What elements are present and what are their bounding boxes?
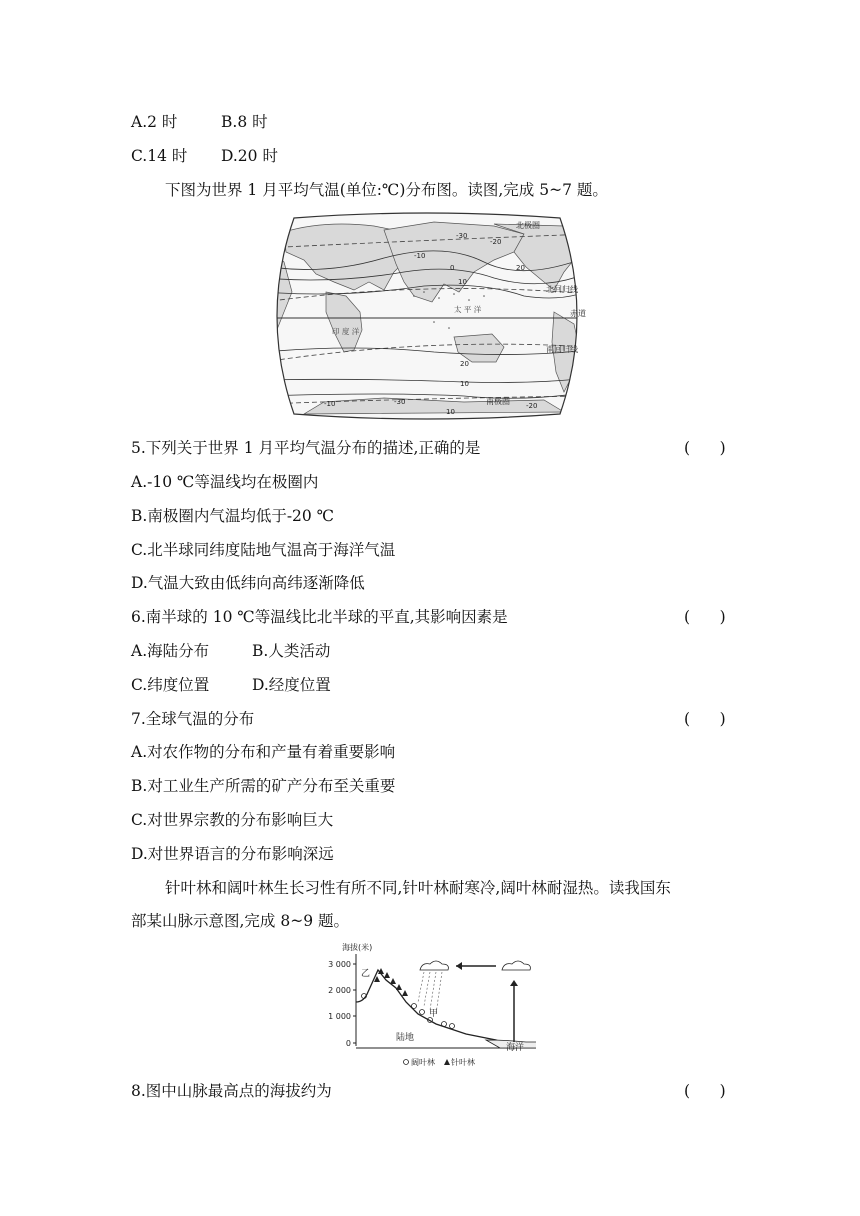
q5-option-b: B.南极圈内气温均低于-20 ℃ — [131, 507, 335, 525]
world-isotherm-map — [264, 212, 590, 420]
tick-label: 0 — [345, 1039, 351, 1048]
ocean-label-indian: 印 度 洋 — [332, 327, 360, 336]
q4-option-a: A.2 时 — [131, 113, 178, 131]
mountain-profile-diagram — [326, 936, 536, 1070]
q6-option-c: C.纬度位置 — [131, 676, 210, 694]
land-label: 陆地 — [396, 1033, 415, 1043]
point-yi-label: 乙 — [361, 969, 371, 979]
q5-stem: 5.下列关于世界 1 月平均气温分布的描述,正确的是 — [131, 439, 481, 457]
tropic-cancer-label: 北回归线 — [546, 285, 578, 294]
equator-label: 赤道 — [570, 309, 586, 318]
iso-label: -30 — [456, 232, 468, 240]
iso-label: 0 — [450, 264, 455, 272]
q7-answer-blank: ( ) — [684, 710, 726, 728]
q6-option-a: A.海陆分布 — [131, 642, 210, 660]
q7-option-a: A.对农作物的分布和产量有着重要影响 — [131, 743, 396, 761]
q7-option-c: C.对世界宗教的分布影响巨大 — [131, 811, 334, 829]
conifer-legend-icon — [444, 1059, 450, 1065]
iso-label: 10 — [460, 380, 469, 388]
antarctic-circle-label: 南极圈 — [486, 397, 510, 406]
iso-label: -30 — [394, 398, 406, 406]
iso-label: 10 — [446, 408, 455, 416]
q5-option-c: C.北半球同纬度陆地气温高于海洋气温 — [131, 541, 396, 559]
q7-option-d: D.对世界语言的分布影响深远 — [131, 845, 334, 863]
ocean-label: 海洋 — [506, 1043, 525, 1053]
iso-label: 20 — [460, 360, 469, 368]
altitude-axis-label: 海拔(米) — [342, 943, 373, 952]
q5-option-a: A.-10 ℃等温线均在极圈内 — [131, 473, 319, 491]
iso-label: 20 — [516, 264, 525, 272]
iso-label: -10 — [324, 400, 336, 408]
ocean-label-pacific: 太 平 洋 — [454, 305, 482, 314]
q4-option-b: B.8 时 — [221, 113, 268, 131]
intro-mountain-line2: 部某山脉示意图,完成 8~9 题。 — [131, 912, 349, 930]
conifer-trees — [374, 968, 408, 996]
q4-option-d: D.20 时 — [221, 147, 278, 165]
q6-answer-blank: ( ) — [684, 608, 726, 626]
iso-label: -20 — [490, 238, 502, 246]
q7-stem: 7.全球气温的分布 — [131, 710, 255, 728]
q6-option-d: D.经度位置 — [252, 676, 331, 694]
iso-label: 10 — [458, 278, 467, 286]
cloud-icon — [420, 961, 448, 970]
intro-map: 下图为世界 1 月平均气温(单位:℃)分布图。读图,完成 5~7 题。 — [165, 181, 608, 199]
tick-label: 3 000 — [328, 960, 351, 969]
q6-option-b: B.人类活动 — [252, 642, 331, 660]
conifer-legend-label: 针叶林 — [451, 1058, 475, 1067]
arctic-circle-label: 北极圈 — [516, 221, 540, 230]
q7-option-b: B.对工业生产所需的矿产分布至关重要 — [131, 777, 396, 795]
tropic-capricorn-label: 南回归线 — [546, 345, 578, 354]
q5-answer-blank: ( ) — [684, 439, 726, 457]
iso-label: -20 — [526, 402, 538, 410]
broadleaf-legend-icon — [404, 1060, 409, 1065]
point-jia-label: 甲 — [429, 1009, 439, 1019]
q8-answer-blank: ( ) — [684, 1082, 726, 1100]
iso-label: -10 — [414, 252, 426, 260]
tick-label: 1 000 — [328, 1012, 351, 1021]
cloud-icon — [502, 961, 530, 970]
broadleaf-trees — [362, 994, 455, 1029]
q4-option-c: C.14 时 — [131, 147, 188, 165]
broadleaf-legend-label: 阔叶林 — [411, 1058, 435, 1067]
q8-stem: 8.图中山脉最高点的海拔约为 — [131, 1082, 332, 1100]
q5-option-d: D.气温大致由低纬向高纬逐渐降低 — [131, 574, 365, 592]
intro-mountain-line1: 针叶林和阔叶林生长习性有所不同,针叶林耐寒冷,阔叶林耐湿热。读我国东 — [165, 879, 671, 897]
q6-stem: 6.南半球的 10 ℃等温线比北半球的平直,其影响因素是 — [131, 608, 508, 626]
tick-label: 2 000 — [328, 986, 351, 995]
